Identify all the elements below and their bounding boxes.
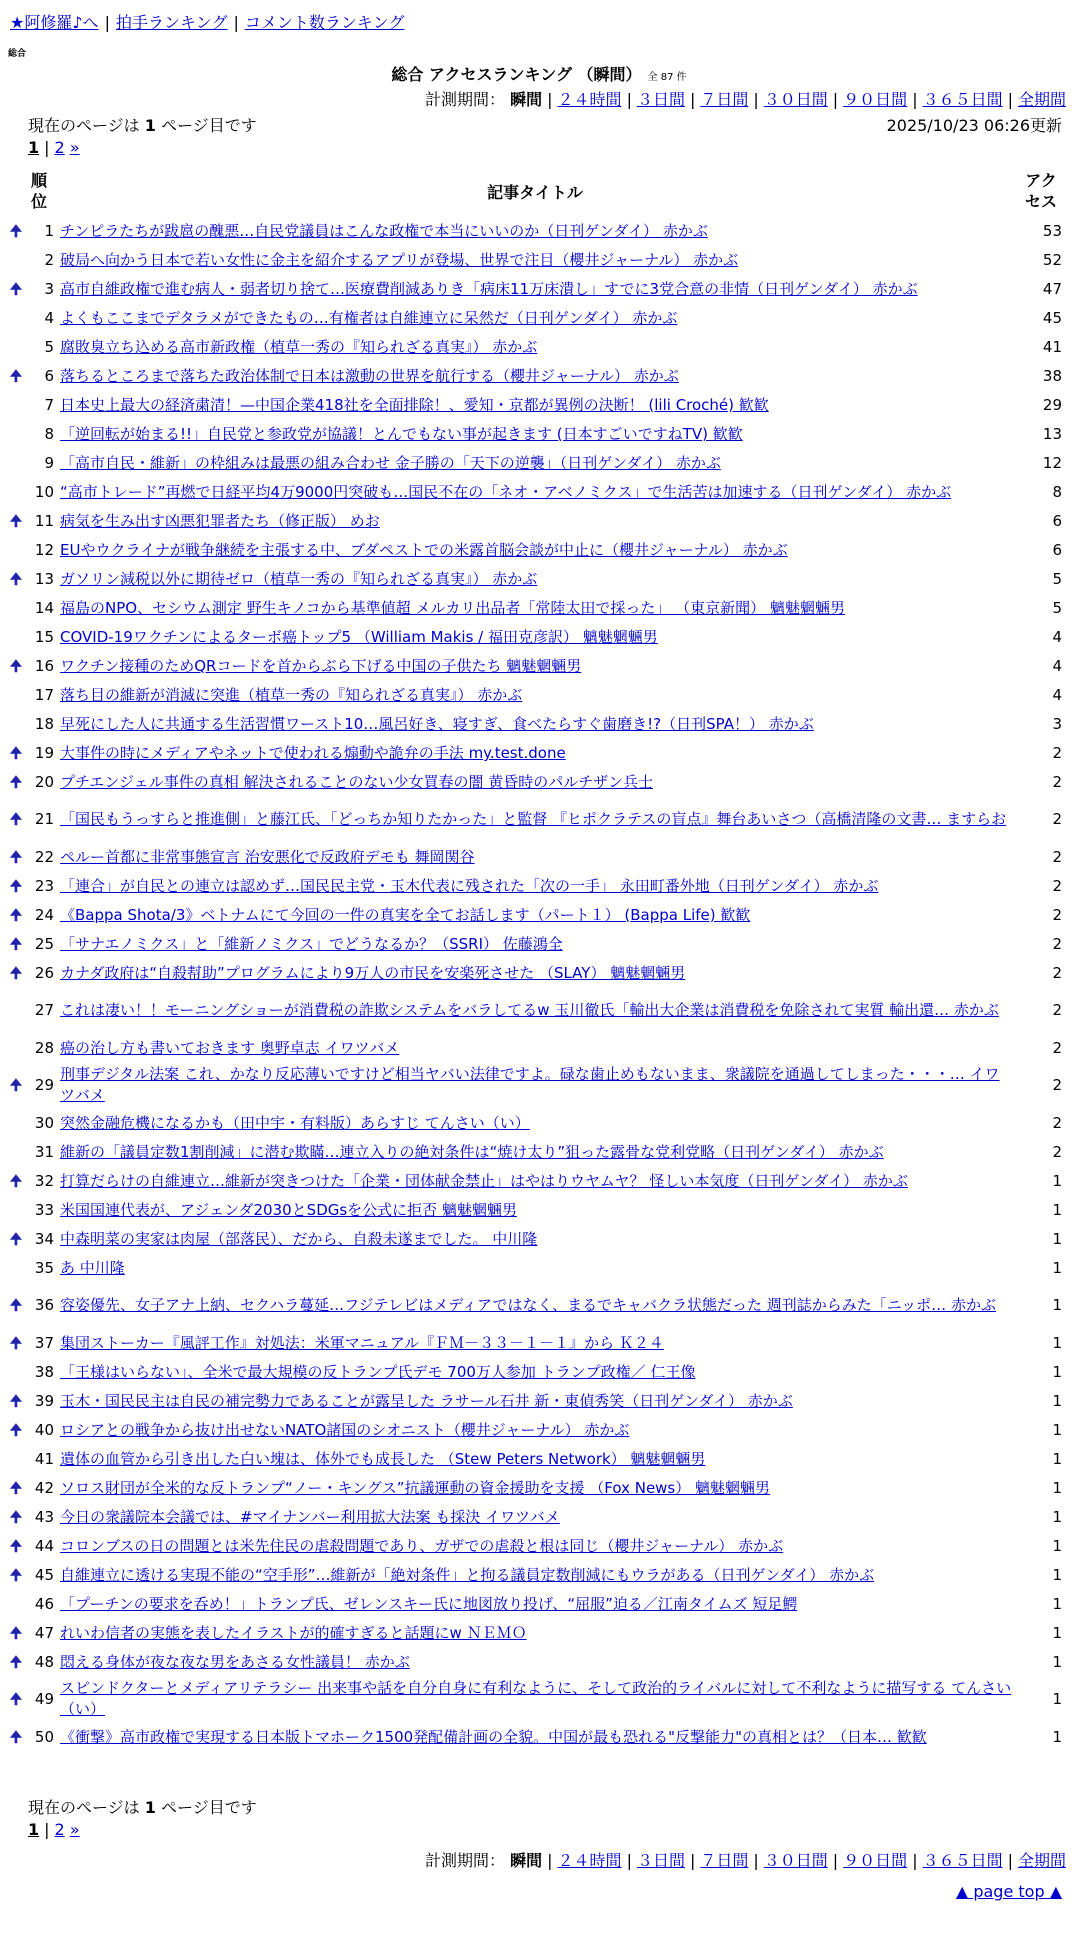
page-info-suffix: ページ目です	[161, 116, 257, 135]
up-arrow-icon: 🠉	[9, 934, 23, 953]
article-title-link[interactable]: 高市自維政権で進む病人・弱者切り捨て…医療費削減ありき「病床11万床潰し」すでに3党合意の非情（日刊ゲンダイ） 赤かぶ	[60, 280, 918, 298]
up-arrow-icon: 🠉	[9, 1229, 23, 1248]
access-count: 1	[1052, 1171, 1062, 1190]
up-arrow-icon: 🠉	[9, 876, 23, 895]
up-arrow-icon: 🠉	[9, 809, 23, 828]
table-row	[8, 1062, 1070, 1108]
rank-number: 31	[34, 1142, 54, 1161]
access-count: 2	[1052, 847, 1062, 866]
table-row	[8, 738, 1070, 767]
ranking-table	[8, 166, 1070, 1751]
table-row	[8, 987, 1070, 1033]
table-row	[8, 477, 1070, 506]
rank-number: 48	[34, 1652, 54, 1671]
rank-number: 30	[34, 1113, 54, 1132]
period-link-all[interactable]: 全期間	[1017, 1851, 1066, 1870]
table-row	[8, 1328, 1070, 1357]
rank-number: 18	[34, 714, 54, 733]
access-count: 2	[1052, 743, 1062, 762]
table-row	[8, 274, 1070, 303]
nav-separator: |	[104, 13, 110, 32]
nav-separator: |	[233, 13, 239, 32]
article-title-link[interactable]: 今日の衆議院本会議では、#マイナンバー利用拡大法案 も採決 イワツバメ	[60, 1508, 560, 1526]
article-title-link[interactable]: 刑事デジタル法案 これ、かなり反応薄いですけど相当ヤバい法律ですよ。碌な歯止めもないまま、衆議院を通過してしまった・・・… イワツバメ	[60, 1065, 1000, 1104]
rank-number: 44	[34, 1536, 54, 1555]
access-count: 1	[1052, 1258, 1062, 1277]
article-title-link[interactable]: 病気を生み出す凶悪犯罪者たち（修正版） めお	[60, 512, 380, 530]
article-title-link[interactable]: ペルー首都に非常事態宣言 治安悪化で反政府デモも 舞岡関谷	[60, 848, 475, 866]
page-title	[0, 62, 1078, 85]
access-count: 52	[1042, 250, 1062, 269]
access-count: 2	[1052, 876, 1062, 895]
page-info-number: 1	[144, 116, 156, 135]
table-row	[8, 1560, 1070, 1589]
table-row	[8, 419, 1070, 448]
access-count: 2	[1052, 934, 1062, 953]
table-row	[8, 1195, 1070, 1224]
up-arrow-icon: 🠉	[9, 1333, 23, 1352]
table-row	[8, 709, 1070, 738]
up-arrow-icon: 🠉	[9, 963, 23, 982]
category-tag: 総合	[8, 49, 27, 59]
table-row	[8, 929, 1070, 958]
article-title-link[interactable]: これは凄い！！モーニングショーが消費税の詐欺システムをバラしてるw 玉川徹氏「輸出大企業は消費税を免除されて実質 輸出還… 赤かぶ	[60, 1000, 999, 1019]
rank-number: 17	[34, 685, 54, 704]
article-title-link[interactable]: 「国民もうっすらと推進側」と藤江氏、「どっちか知りたかった」と監督 『ヒポクラテスの盲点』舞台あいさつ（高橋清隆の文書… ますらお	[60, 809, 1007, 828]
table-header-row	[8, 166, 1070, 216]
period-current: 瞬間	[510, 90, 543, 109]
article-title-link[interactable]: COVID-19ワクチンによるターボ癌トップ5 （William Makis / 福田克彦訳） 魑魅魍魎男	[60, 628, 658, 646]
article-title-link[interactable]: EUやウクライナが戦争継続を主張する中、ブダペストでの米露首脳会談が中止に（櫻井ジャーナル） 赤かぶ	[60, 541, 788, 559]
comment-ranking-link[interactable]: コメント数ランキング	[244, 13, 405, 32]
rank-number: 16	[34, 656, 54, 675]
rank-number: 5	[44, 337, 54, 356]
pager-current: 1	[28, 1820, 40, 1839]
rank-number: 33	[34, 1200, 54, 1219]
rank-number: 38	[34, 1362, 54, 1381]
article-title-link[interactable]: 「高市自民・維新」の枠組みは最悪の組み合わせ 金子勝の「天下の逆襲」（日刊ゲンダイ） 赤かぶ	[60, 454, 721, 472]
access-count: 1	[1052, 1229, 1062, 1248]
table-row	[8, 1357, 1070, 1386]
rank-number: 42	[34, 1478, 54, 1497]
access-count: 2	[1052, 772, 1062, 791]
access-count: 1	[1052, 1536, 1062, 1555]
rank-number: 43	[34, 1507, 54, 1526]
table-row	[8, 1166, 1070, 1195]
rank-number: 4	[44, 308, 54, 327]
table-row	[8, 958, 1070, 987]
page-info-prefix: 現在のページは	[28, 116, 140, 135]
period-label: 計測期間：	[425, 1851, 506, 1870]
article-title-link[interactable]: プチエンジェル事件の真相 解決されることのない少女買春の闇 黄昏時のパルチザン兵士	[60, 773, 653, 791]
period-link-24h[interactable]: ２４時間	[557, 90, 622, 109]
rank-number: 29	[34, 1075, 54, 1094]
article-title-link[interactable]: 《Bappa Shota/3》ベトナムにて今回の一件の真実を全てお話します（パート１） (Bappa Life) 歓歓	[60, 906, 751, 924]
table-row	[8, 1473, 1070, 1502]
access-count: 2	[1052, 1000, 1062, 1019]
rank-number: 12	[34, 540, 54, 559]
article-title-link[interactable]: 落ち目の維新が消滅に突進（植草一秀の『知られざる真実』） 赤かぶ	[60, 686, 523, 704]
table-row	[8, 1386, 1070, 1415]
period-link-365d[interactable]: ３６５日間	[922, 1851, 1003, 1870]
access-count: 2	[1052, 1038, 1062, 1057]
up-arrow-icon: 🠉	[9, 1478, 23, 1497]
page-info-top	[28, 113, 257, 136]
article-title-link[interactable]: よくもここまでデタラメができたもの…有権者は自維連立に呆然だ（日刊ゲンダイ） 赤かぶ	[60, 309, 678, 327]
table-row	[8, 216, 1070, 245]
rank-number: 3	[44, 279, 54, 298]
table-row	[8, 900, 1070, 929]
rank-number: 2	[44, 250, 54, 269]
up-arrow-icon: 🠉	[9, 1652, 23, 1671]
article-title-link[interactable]: 「王様はいらない」、全米で最大規模の反トランプ氏デモ 700万人参加 トランプ政権／ 仁王像	[60, 1363, 696, 1381]
article-title-link[interactable]: 容姿優先、女子アナ上納、セクハラ蔓延…フジテレビはメディアではなく、まるでキャバクラ状態だった 週刊誌からみた「ニッポ… 赤かぶ	[60, 1295, 996, 1314]
article-title-link[interactable]: 癌の治し方も書いておきます 奥野卓志 イワツバメ	[60, 1039, 400, 1057]
top-nav	[10, 10, 404, 33]
table-row	[8, 1589, 1070, 1618]
access-count: 13	[1042, 424, 1062, 443]
article-title-link[interactable]: 「逆回転が始まる!!」自民党と参政党が協議！とんでもない事が起きます (日本すごいですねTV) 歓歓	[60, 425, 743, 443]
period-link-7d[interactable]: ７日間	[700, 90, 749, 109]
rank-number: 47	[34, 1623, 54, 1642]
period-label: 計測期間：	[425, 90, 506, 109]
article-title-link[interactable]: 維新の「議員定数1割削減」に潜む欺瞞…連立入りの絶対条件は“焼け太り”狙った露骨な党利党略（日刊ゲンダイ） 赤かぶ	[60, 1143, 884, 1161]
table-row	[8, 1253, 1070, 1282]
access-count: 1	[1052, 1478, 1062, 1497]
up-arrow-icon: 🠉	[9, 1689, 23, 1708]
period-link-all[interactable]: 全期間	[1017, 90, 1066, 109]
article-title-link[interactable]: “高市トレード”再燃で日経平均4万9000円突破も…国民不在の「ネオ・アベノミクス」で生活苦は加速する（日刊ゲンダイ） 赤かぶ	[60, 483, 952, 501]
access-header: アクセス	[1024, 171, 1057, 211]
rank-number: 20	[34, 772, 54, 791]
period-selector-top: 計測期間： 瞬間 | ２４時間 | ３日間 | ７日間 | ３０日間 | ９０日間 | ３６５日間 | 全期間	[425, 90, 1066, 109]
access-count: 2	[1052, 809, 1062, 828]
period-link-365d[interactable]: ３６５日間	[922, 90, 1003, 109]
pager-bottom: 1 | 2 »	[28, 1820, 80, 1839]
access-count: 2	[1052, 905, 1062, 924]
period-link-7d[interactable]: ７日間	[700, 1851, 749, 1870]
period-link-30d[interactable]: ３０日間	[763, 90, 828, 109]
rank-number: 28	[34, 1038, 54, 1057]
access-count: 2	[1052, 1113, 1062, 1132]
table-row	[8, 1033, 1070, 1062]
article-title-link[interactable]: 「サナエノミクス」と「維新ノミクス」でどうなるか？（SSRI） 佐藤鴻全	[60, 935, 563, 953]
table-row	[8, 767, 1070, 796]
up-arrow-icon: 🠉	[9, 1536, 23, 1555]
access-count: 2	[1052, 1142, 1062, 1161]
rank-number: 10	[34, 482, 54, 501]
up-arrow-icon: 🠉	[9, 772, 23, 791]
item-count: 全 87 件	[647, 72, 687, 83]
access-count: 1	[1052, 1200, 1062, 1219]
pager-top: 1 | 2 »	[28, 138, 80, 157]
up-arrow-icon: 🠉	[9, 569, 23, 588]
table-row	[8, 1502, 1070, 1531]
table-row	[8, 622, 1070, 651]
table-row	[8, 448, 1070, 477]
rank-number: 6	[44, 366, 54, 385]
table-row	[8, 390, 1070, 419]
access-count: 5	[1052, 569, 1062, 588]
up-arrow-icon: 🠉	[9, 847, 23, 866]
pager-page-2[interactable]: 2	[54, 138, 65, 157]
article-title-link[interactable]: チンピラたちが跋扈の醜悪…自民党議員はこんな政権で本当にいいのか（日刊ゲンダイ） 赤かぶ	[60, 222, 708, 240]
rank-number: 25	[34, 934, 54, 953]
period-link-90d[interactable]: ９０日間	[843, 90, 908, 109]
article-title-link[interactable]: 早死にした人に共通する生活習慣ワースト10…風呂好き、寝すぎ、食べたらすぐ歯磨き!?（日刊SPA！） 赤かぶ	[60, 715, 814, 733]
access-count: 2	[1052, 1075, 1062, 1094]
clap-ranking-link[interactable]: 拍手ランキング	[115, 13, 228, 32]
table-row	[8, 564, 1070, 593]
access-count: 1	[1052, 1449, 1062, 1468]
access-count: 1	[1052, 1565, 1062, 1584]
rank-number: 22	[34, 847, 54, 866]
rank-header: 順位	[30, 171, 47, 211]
table-row	[8, 1282, 1070, 1328]
rank-number: 13	[34, 569, 54, 588]
rank-number: 39	[34, 1391, 54, 1410]
rank-number: 14	[34, 598, 54, 617]
article-title-link[interactable]: 《衝撃》高市政権で実現する日本版トマホーク1500発配備計画の全貌。中国が最も恐れる"反撃能力"の真相とは？（日本… 歓歓	[60, 1728, 927, 1746]
ranking-title: 総合 アクセスランキング （瞬間）	[391, 65, 642, 84]
up-arrow-icon: 🠉	[9, 1727, 23, 1746]
table-row	[8, 651, 1070, 680]
pager-next[interactable]: »	[69, 138, 80, 157]
rank-number: 11	[34, 511, 54, 530]
page-info-prefix: 現在のページは	[28, 1798, 140, 1817]
access-count: 1	[1052, 1727, 1062, 1746]
page-info-number: 1	[144, 1798, 156, 1817]
access-count: 1	[1052, 1420, 1062, 1439]
up-arrow-icon: 🠉	[9, 279, 23, 298]
rank-number: 45	[34, 1565, 54, 1584]
table-row	[8, 1618, 1070, 1647]
period-current: 瞬間	[510, 1851, 543, 1870]
table-row	[8, 1108, 1070, 1137]
article-title-link[interactable]: 突然金融危機になるかも（田中宇・有料版）あらすじ てんさい（い）	[60, 1114, 530, 1132]
access-count: 2	[1052, 963, 1062, 982]
up-arrow-icon: 🠉	[9, 511, 23, 530]
article-title-link[interactable]: カナダ政府は“自殺幇助”プログラムにより9万人の市民を安楽死させた （SLAY） 魑魅魍魎男	[60, 964, 686, 982]
article-title-link[interactable]: 遺体の血管から引き出した白い塊は、体外でも成長した （Stew Peters Network） 魑魅魍魎男	[60, 1450, 706, 1468]
access-count: 45	[1042, 308, 1062, 327]
pager-next[interactable]: »	[69, 1820, 80, 1839]
ranking-rows	[8, 216, 1070, 1751]
table-row	[8, 1444, 1070, 1473]
table-row	[8, 303, 1070, 332]
page-info-suffix: ページ目です	[161, 1798, 257, 1817]
table-row	[8, 332, 1070, 361]
rank-number: 49	[34, 1689, 54, 1708]
period-link-24h[interactable]: ２４時間	[557, 1851, 622, 1870]
table-row	[8, 842, 1070, 871]
updated-timestamp: 2025/10/23 06:26更新	[886, 116, 1062, 135]
table-row	[8, 593, 1070, 622]
table-row	[8, 871, 1070, 900]
article-title-link[interactable]: コロンブスの日の問題とは米先住民の虐殺問題であり、ガザでの虐殺と根は同じ（櫻井ジャーナル） 赤かぶ	[60, 1537, 784, 1555]
rank-number: 23	[34, 876, 54, 895]
article-title-link[interactable]: 腐敗臭立ち込める高市新政権（植草一秀の『知られざる真実』） 赤かぶ	[60, 338, 538, 356]
up-arrow-icon: 🠉	[9, 1171, 23, 1190]
period-link-3d[interactable]: ３日間	[636, 1851, 685, 1870]
access-count: 1	[1052, 1362, 1062, 1381]
up-arrow-icon: 🠉	[9, 1391, 23, 1410]
table-row	[8, 1137, 1070, 1166]
rank-number: 9	[44, 453, 54, 472]
access-count: 1	[1052, 1507, 1062, 1526]
article-title-link[interactable]: 玉木・国民民主は自民の補完勢力であることが露呈した ラサール石井 新・東偵秀笑（日刊ゲンダイ） 赤かぶ	[60, 1392, 793, 1410]
table-row	[8, 535, 1070, 564]
article-title-link[interactable]: れいわ信者の実態を表したイラストが的確すぎると話題にw ＮＥＭＯ	[60, 1624, 527, 1642]
title-header: 記事タイトル	[487, 182, 583, 202]
access-count: 5	[1052, 598, 1062, 617]
rank-number: 24	[34, 905, 54, 924]
rank-number: 41	[34, 1449, 54, 1468]
rank-number: 7	[44, 395, 54, 414]
rank-number: 1	[44, 221, 54, 240]
access-count: 4	[1052, 685, 1062, 704]
article-title-link[interactable]: 日本史上最大の経済粛清！—中国企業418社を全面排除！、愛知・京都が異例の決断！ (lili Croché) 歓歓	[60, 396, 769, 414]
access-count: 4	[1052, 656, 1062, 675]
up-arrow-icon: 🠉	[9, 1623, 23, 1642]
up-arrow-icon: 🠉	[9, 1507, 23, 1526]
article-title-link[interactable]: ソロス財団が全米的な反トランプ“ノー・キングス”抗議運動の資金援助を支援 （Fox News） 魑魅魍魎男	[60, 1479, 771, 1497]
article-title-link[interactable]: 集団ストーカー『風評工作』対処法：米軍マニュアル『ＦＭ－３３－１－１』から Ｋ２４	[60, 1334, 664, 1352]
rank-number: 37	[34, 1333, 54, 1352]
table-row	[8, 245, 1070, 274]
table-row	[8, 1647, 1070, 1676]
article-title-link[interactable]: スピンドクターとメディアリテラシー 出来事や話を自分自身に有利なように、そして政治的ライバルに対して不利なように描写する てんさい（い）	[60, 1679, 1012, 1718]
up-arrow-icon: 🠉	[9, 1565, 23, 1584]
table-row	[8, 506, 1070, 535]
rank-number: 35	[34, 1258, 54, 1277]
up-arrow-icon: 🠉	[9, 743, 23, 762]
up-arrow-icon: 🠉	[9, 1295, 23, 1314]
access-count: 1	[1052, 1333, 1062, 1352]
article-title-link[interactable]: 打算だらけの自維連立…維新が突きつけた「企業・団体献金禁止」はやはりウヤムヤ？ 怪しい本気度（日刊ゲンダイ） 赤かぶ	[60, 1172, 908, 1190]
article-title-link[interactable]: 「プーチンの要求を呑め！」トランプ氏、ゼレンスキー氏に地図放り投げ、“屈服”迫る／江南タイムズ 短足鰐	[60, 1595, 798, 1613]
article-title-link[interactable]: 中森明菜の実家は肉屋（部落民）、だから、自殺未遂までした。 中川隆	[60, 1230, 538, 1248]
article-title-link[interactable]: 大事件の時にメディアやネットで使われる煽動や詭弁の手法 my.test.done	[60, 744, 566, 762]
access-count: 53	[1042, 221, 1062, 240]
rank-number: 36	[34, 1295, 54, 1314]
table-row	[8, 680, 1070, 709]
period-link-30d[interactable]: ３０日間	[763, 1851, 828, 1870]
rank-number: 50	[34, 1727, 54, 1746]
period-link-3d[interactable]: ３日間	[636, 90, 685, 109]
access-count: 1	[1052, 1623, 1062, 1642]
access-count: 1	[1052, 1689, 1062, 1708]
access-count: 1	[1052, 1594, 1062, 1613]
up-arrow-icon: 🠉	[9, 905, 23, 924]
pager-current: 1	[28, 138, 40, 157]
pager-page-2[interactable]: 2	[54, 1820, 65, 1839]
rank-number: 40	[34, 1420, 54, 1439]
up-arrow-icon: 🠉	[9, 1420, 23, 1439]
table-row	[8, 361, 1070, 390]
access-count: 1	[1052, 1295, 1062, 1314]
article-title-link[interactable]: 「連合」が自民との連立は認めず…国民民主党・玉木代表に残された「次の一手」 永田町番外地（日刊ゲンダイ） 赤かぶ	[60, 877, 879, 895]
article-title-link[interactable]: 福島のNPO、セシウム測定 野生キノコから基準値超 メルカリ出品者「常陸太田で採った」 （東京新聞） 魑魅魍魎男	[60, 599, 845, 617]
article-title-link[interactable]: 破局へ向かう日本で若い女性に金主を紹介するアプリが登場、世界で注目（櫻井ジャーナル） 赤かぶ	[60, 251, 739, 269]
page-info-bottom	[28, 1795, 257, 1818]
article-title-link[interactable]: 自維連立に透ける実現不能の“空手形”…維新が「絶対条件」と拘る議員定数削減にもウラがある（日刊ゲンダイ） 赤かぶ	[60, 1566, 875, 1584]
article-title-link[interactable]: ワクチン接種のためQRコードを首からぶら下げる中国の子供たち 魑魅魍魎男	[60, 657, 582, 675]
table-row	[8, 1415, 1070, 1444]
access-count: 4	[1052, 627, 1062, 646]
table-row	[8, 796, 1070, 842]
access-count: 8	[1052, 482, 1062, 501]
access-count: 6	[1052, 540, 1062, 559]
rank-number: 8	[44, 424, 54, 443]
access-count: 6	[1052, 511, 1062, 530]
up-arrow-icon: 🠉	[9, 221, 23, 240]
article-title-link[interactable]: ロシアとの戦争から抜け出せないNATO諸国のシオニスト（櫻井ジャーナル） 赤かぶ	[60, 1421, 630, 1439]
access-count: 29	[1042, 395, 1062, 414]
page-top-link[interactable]: ▲ page top ▲	[955, 1882, 1062, 1901]
rank-number: 27	[34, 1000, 54, 1019]
access-count: 12	[1042, 453, 1062, 472]
article-title-link[interactable]: 悶える身体が夜な夜な男をあさる女性議員！ 赤かぶ	[60, 1653, 410, 1671]
article-title-link[interactable]: あ 中川隆	[60, 1259, 125, 1277]
table-row	[8, 1722, 1070, 1751]
rank-number: 34	[34, 1229, 54, 1248]
rank-number: 46	[34, 1594, 54, 1613]
rank-number: 19	[34, 743, 54, 762]
access-count: 47	[1042, 279, 1062, 298]
table-row	[8, 1224, 1070, 1253]
up-arrow-icon: 🠉	[9, 366, 23, 385]
rank-number: 32	[34, 1171, 54, 1190]
access-count: 3	[1052, 714, 1062, 733]
table-row	[8, 1676, 1070, 1722]
period-selector-bottom: 計測期間： 瞬間 | ２４時間 | ３日間 | ７日間 | ３０日間 | ９０日間 | ３６５日間 | 全期間	[425, 1851, 1066, 1870]
access-count: 38	[1042, 366, 1062, 385]
up-arrow-icon: 🠉	[9, 656, 23, 675]
access-count: 1	[1052, 1391, 1062, 1410]
rank-number: 21	[34, 809, 54, 828]
access-count: 1	[1052, 1652, 1062, 1671]
article-title-link[interactable]: ガソリン減税以外に期待ゼロ（植草一秀の『知られざる真実』） 赤かぶ	[60, 570, 538, 588]
up-arrow-icon: 🠉	[9, 1075, 23, 1094]
access-count: 41	[1042, 337, 1062, 356]
period-link-90d[interactable]: ９０日間	[843, 1851, 908, 1870]
rank-number: 26	[34, 963, 54, 982]
article-title-link[interactable]: 落ちるところまで落ちた政治体制で日本は激動の世界を航行する（櫻井ジャーナル） 赤かぶ	[60, 367, 679, 385]
table-row	[8, 1531, 1070, 1560]
article-title-link[interactable]: 米国国連代表が、アジェンダ2030とSDGsを公式に拒否 魑魅魍魎男	[60, 1201, 517, 1219]
home-link[interactable]: ★阿修羅♪へ	[10, 13, 99, 32]
rank-number: 15	[34, 627, 54, 646]
